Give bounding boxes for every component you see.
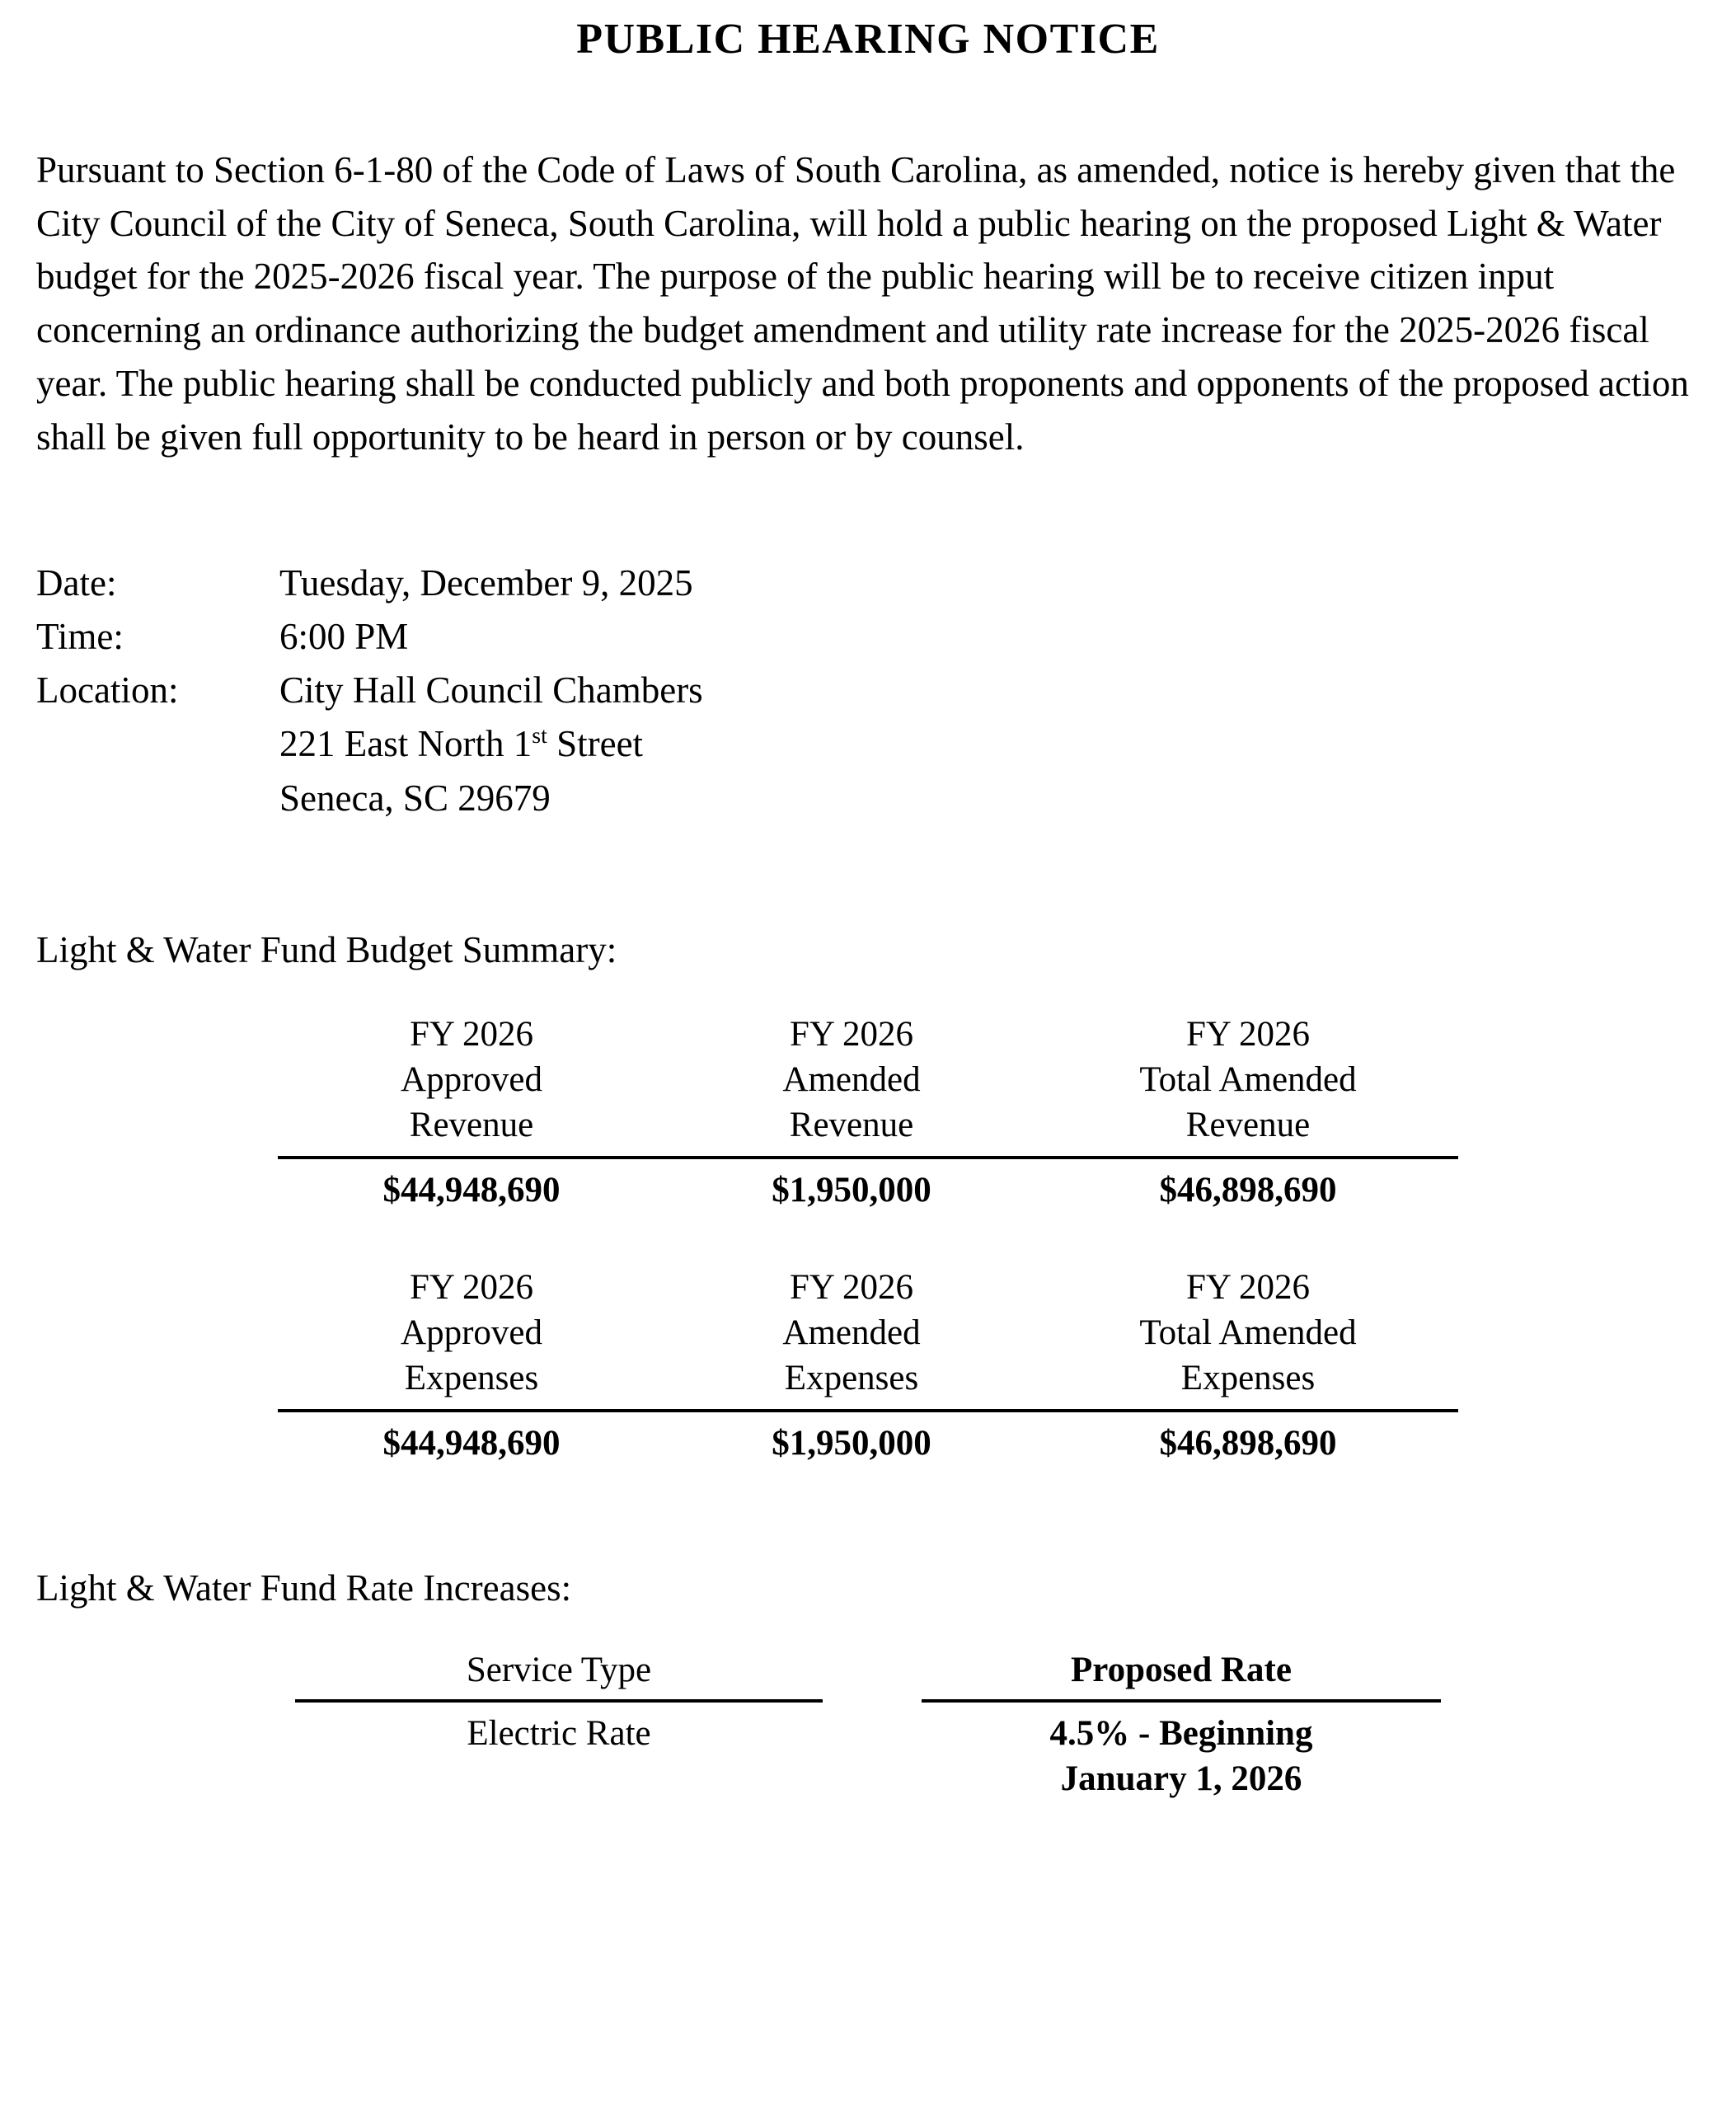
location-label: Location: [36, 669, 179, 712]
revenue-header-amended-l1: FY 2026 [789, 1015, 914, 1054]
table-row [278, 1411, 1458, 1465]
expenses-header-approved-l2: Approved [401, 1313, 542, 1353]
expenses-header-amended-l3: Expenses [784, 1359, 919, 1398]
hearing-details [36, 557, 1700, 825]
revenue-table [278, 1012, 1458, 1212]
budget-summary-heading: Light & Water Fund Budget Summary: [36, 928, 617, 970]
expenses-value-amended: $1,950,000 [665, 1411, 1038, 1465]
budget-summary-tables [36, 1012, 1700, 1464]
revenue-value-amended: $1,950,000 [665, 1158, 1038, 1212]
revenue-header-approved [278, 1012, 665, 1158]
detail-row-time [36, 610, 1700, 664]
expenses-table [278, 1265, 1458, 1465]
rate-increases-table-wrap [36, 1648, 1700, 1801]
expenses-header-amended [665, 1265, 1038, 1411]
revenue-header-total-l1: FY 2026 [1185, 1015, 1311, 1054]
expenses-header-approved-l3: Expenses [404, 1359, 539, 1398]
revenue-header-approved-l3: Revenue [409, 1106, 534, 1145]
location-street-rest: Street [547, 723, 644, 765]
revenue-header-amended [665, 1012, 1038, 1158]
location-value-line3: Seneca, SC 29679 [279, 777, 551, 819]
rate-header-proposed-rate: Proposed Rate [1071, 1651, 1292, 1690]
expenses-header-approved [278, 1265, 665, 1411]
revenue-header-total [1038, 1012, 1458, 1158]
rate-header-spacer [823, 1648, 922, 1701]
detail-row-date [36, 557, 1700, 610]
table-row [278, 1158, 1458, 1212]
rate-cell-proposed-rate [922, 1701, 1441, 1801]
table-spacer [36, 1212, 1700, 1265]
revenue-header-approved-l1: FY 2026 [409, 1015, 534, 1054]
rate-increases-heading: Light & Water Fund Rate Increases: [36, 1566, 572, 1609]
notice-paragraph: Pursuant to Section 6-1-80 of the Code of Laws of South Carolina, as amended, notice is hereby given that the City Council of the City of Seneca, South Carolina, will hold a public hearing on the proposed Light & Water budget for the 2025-2026 fiscal year. The purpose of the public hearing will be to receive citizen input concerning an ordinance authorizing the budget amendment and utility rate increase for the 2025-2026 fiscal year. The public hearing shall be conducted publicly and both proponents and opponents of the proposed action shall be given full opportunity to be heard in person or by counsel. [36, 148, 1689, 458]
time-value: 6:00 PM [279, 615, 409, 657]
table-header-row [295, 1648, 1441, 1701]
expenses-header-total-l2: Total Amended [1139, 1313, 1357, 1353]
notice-page [0, 15, 1736, 2109]
table-header-row [278, 1265, 1458, 1411]
expenses-header-total-l1: FY 2026 [1185, 1268, 1311, 1308]
rate-proposed-line2: January 1, 2026 [1060, 1759, 1302, 1798]
revenue-value-total: $46,898,690 [1038, 1158, 1458, 1212]
rate-header-service-type: Service Type [466, 1651, 652, 1690]
revenue-value-approved: $44,948,690 [278, 1158, 665, 1212]
rate-increases-table [295, 1648, 1441, 1801]
expenses-header-approved-l1: FY 2026 [409, 1268, 534, 1308]
expenses-header-total-l3: Expenses [1180, 1359, 1316, 1398]
location-value-line1: City Hall Council Chambers [279, 669, 703, 712]
rate-proposed-line1: 4.5% - Beginning [1049, 1713, 1313, 1753]
table-header-row [278, 1012, 1458, 1158]
page-title: PUBLIC HEARING NOTICE [576, 16, 1160, 63]
expenses-header-amended-l1: FY 2026 [789, 1268, 914, 1308]
expenses-value-total: $46,898,690 [1038, 1411, 1458, 1465]
date-label: Date: [36, 561, 117, 604]
revenue-header-approved-l2: Approved [401, 1060, 542, 1100]
location-value-line2 [279, 717, 1700, 771]
revenue-header-amended-l2: Amended [782, 1060, 921, 1100]
expenses-header-total [1038, 1265, 1458, 1411]
time-label: Time: [36, 615, 124, 657]
expenses-value-approved: $44,948,690 [278, 1411, 665, 1465]
revenue-header-total-l2: Total Amended [1139, 1060, 1357, 1100]
ordinal-suffix: st [532, 723, 547, 749]
rate-cell-service-type: Electric Rate [295, 1701, 823, 1801]
revenue-header-amended-l3: Revenue [789, 1106, 914, 1145]
date-value: Tuesday, December 9, 2025 [279, 561, 693, 604]
revenue-header-total-l3: Revenue [1185, 1106, 1311, 1145]
location-street-number: 221 East North 1 [279, 723, 533, 765]
rate-cell-spacer [823, 1701, 922, 1801]
detail-row-location [36, 664, 1700, 717]
expenses-header-amended-l2: Amended [782, 1313, 921, 1353]
table-row [295, 1701, 1441, 1801]
